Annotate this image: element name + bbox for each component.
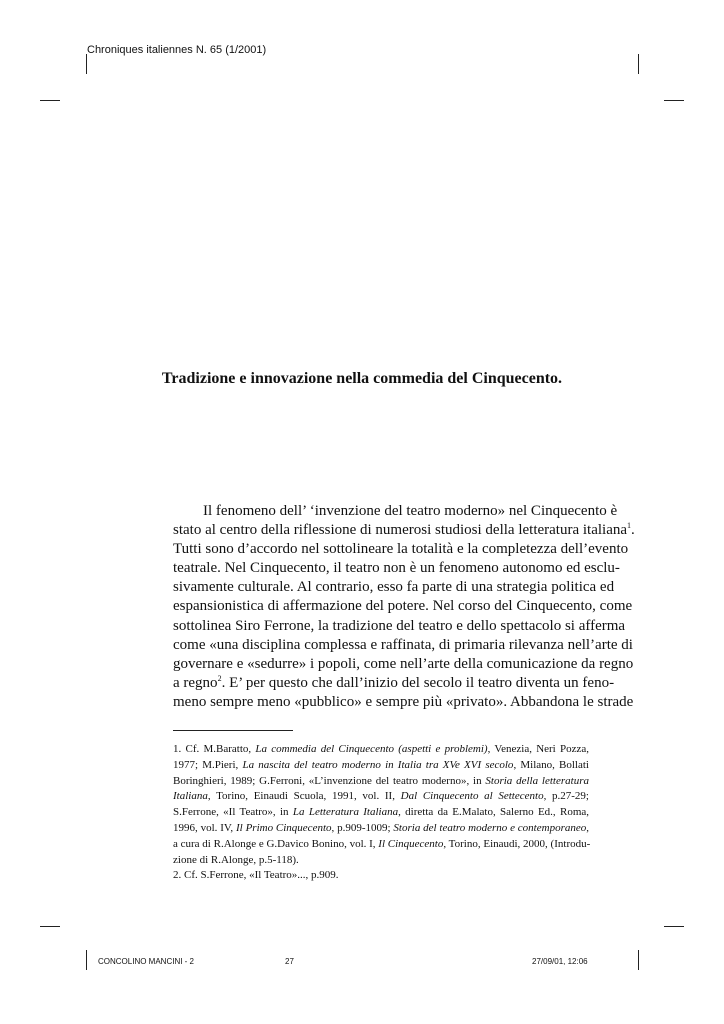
footnote-line [173,853,589,869]
body-line-text: governare e «sedurre» i popoli, come nell’arte della comunicazione da regno [173,655,634,672]
footnote-reference[interactable]: 1 [627,521,632,531]
crop-mark-bottom-right-horizontal [664,926,684,927]
body-line-text: . E’ per questo che dall’inizio del secolo il teatro diventa un feno- [221,674,615,691]
body-line [173,693,634,712]
footnote-title-italic: La Letteratura Italiana [292,806,399,819]
body-line [173,636,633,655]
footnote-title-italic: Dal Cinquecento al Settecento [400,790,544,803]
footnote-title-italic: La nascita del teatro moderno in Italia tra XVe XVI secolo [242,758,514,771]
body-line-text: Tutti sono d’accordo nel sottolineare la totalità e la completezza dell’evento [173,541,629,558]
body-line-text: espansionistica di affermazione del potere. Nel corso del Cinquecento, come [173,598,633,615]
crop-mark-top-right-vertical [638,54,639,74]
footnote-line [173,868,589,884]
footnote-separator [173,730,293,731]
body-line-text: come «una disciplina complessa e raffinata, di primaria rilevanza nell’arte di [173,636,633,653]
footnote-text: , [586,821,589,834]
body-line-text: sottolinea Siro Ferrone, la tradizione del teatro e dello spettacolo si afferma [173,617,626,634]
body-line [173,673,615,693]
footnote-line [173,837,589,853]
footnote-text: , Milano, Bollati [513,758,589,771]
crop-mark-top-left-vertical [86,54,87,74]
body-line [173,502,618,521]
footnote-text: 1996, vol. IV, [173,821,237,834]
footnote-text: , p.27-29; [543,790,589,803]
footnote-line [173,758,589,774]
footnote-text: zione di R.Alonge, p.5-118). [173,853,299,866]
body-line-text: Il fenomeno dell’ ‘invenzione del teatro moderno» nel Cinquecento è [203,503,618,519]
body-line-text: stato al centro della riflessione di numerosi studiosi della letteratura italiana [173,522,628,539]
body-line [173,540,629,559]
crop-mark-bottom-left-horizontal [40,926,60,927]
footnote-title-italic: Italiana [173,790,208,803]
body-line-text: teatrale. Nel Cinquecento, il teatro non è un fenomeno autonomo ed esclu- [173,560,620,577]
journal-header: Chroniques italiennes N. 65 (1/2001) [87,44,267,56]
footnote-text: , Torino, Einaudi Scuola, 1991, vol. II, [207,790,401,803]
footnote-text: 1977; M.Pieri, [173,758,243,771]
body-line [173,617,626,636]
footnote-text: , Torino, Einaudi, 2000, (Introdu- [443,837,591,850]
body-line-text: meno sempre meno «pubblico» e sempre più «privato». Abbandona le strade [173,693,634,710]
footnote-title-italic: Storia del teatro moderno e contemporaneo [393,821,587,834]
body-line [173,559,620,578]
footnote-reference[interactable]: 2 [217,673,222,683]
footnote-title-italic: Storia della letteratura [485,774,589,787]
footnote-text: , p.909-1009; [331,821,394,834]
footnote-text: 1. Cf. M.Baratto, [173,743,256,755]
footnote-title-italic: Il Primo Cinquecento [236,821,332,834]
crop-mark-top-left-horizontal [40,100,60,101]
footnote-line [173,789,589,805]
footnote-line [173,805,589,821]
body-text [173,502,635,712]
footnote-text: 2. Cf. S.Ferrone, «Il Teatro»..., p.909. [173,869,339,882]
footnote-text: , diretta da E.Malato, Salerno Ed., Roma, [398,806,590,819]
article-title: Tradizione e innovazione nella commedia del Cinquecento. [161,370,563,387]
footer-filename: CONCOLINO MANCINI - 2 [98,957,195,966]
body-line [173,597,633,616]
body-line-text: sivamente culturale. Al contrario, esso fa parte di una strategia politica ed [173,579,615,596]
body-line [173,521,635,540]
footnote-title-italic: Il Cinquecento [378,837,444,850]
footnote-text: a cura di R.Alonge e G.Davico Bonino, vol. I, [173,837,379,850]
footnote-title-italic: La commedia del Cinquecento (aspetti e problemi) [255,743,488,755]
footer-datetime: 27/09/01, 12:06 [532,957,588,966]
crop-mark-top-right-horizontal [664,100,684,101]
crop-mark-bottom-right-vertical [638,950,639,970]
footnote-line [173,742,589,758]
footnote-text: Boringhieri, 1989; G.Ferroni, «L’invenzione del teatro moderno», in [173,774,486,787]
footnote-line [173,774,589,790]
footnote-text: S.Ferrone, «Il Teatro», in [173,806,293,819]
footnote-text: , Venezia, Neri Pozza, [487,743,589,755]
body-line [173,655,634,674]
footer-page-number: 27 [285,957,294,966]
body-line-text: . [631,522,635,539]
body-line [173,578,615,597]
footnotes [173,742,589,884]
crop-mark-bottom-left-vertical [86,950,87,970]
body-line-text: a regno [173,674,218,691]
footnote-line [173,821,589,837]
